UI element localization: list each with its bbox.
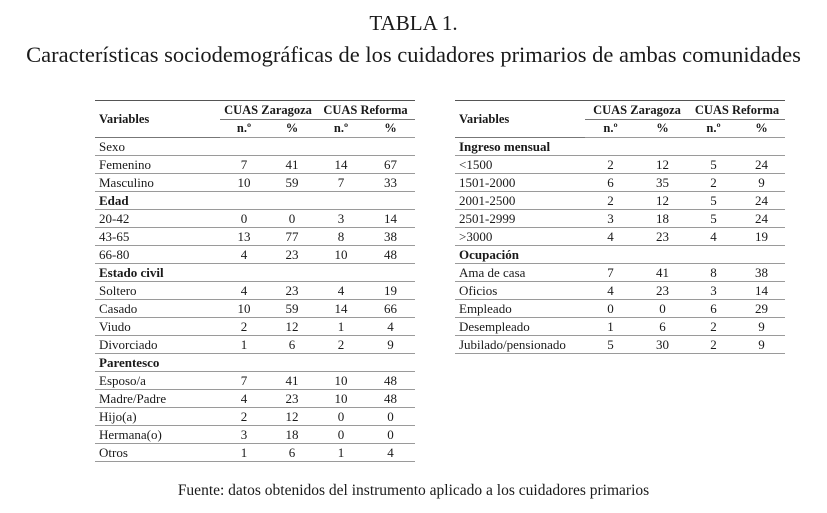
cell-count: 14 xyxy=(316,300,366,318)
cell-percent: 23 xyxy=(268,282,316,300)
cell-percent: 77 xyxy=(268,228,316,246)
table-row xyxy=(95,210,415,228)
section-label: Edad xyxy=(95,192,220,210)
table-row xyxy=(455,174,785,192)
cell-percent: 12 xyxy=(268,318,316,336)
cell-percent: 0 xyxy=(366,426,415,444)
cell-percent: 48 xyxy=(366,390,415,408)
table-row xyxy=(95,444,415,462)
row-label: Hermana(o) xyxy=(95,426,220,444)
header-pct: % xyxy=(636,120,689,138)
cell-percent xyxy=(636,246,689,264)
row-label: Madre/Padre xyxy=(95,390,220,408)
row-label: Viudo xyxy=(95,318,220,336)
cell-percent xyxy=(366,138,415,156)
cell-percent: 48 xyxy=(366,246,415,264)
section-label: Parentesco xyxy=(95,354,220,372)
cell-count: 0 xyxy=(316,426,366,444)
cell-percent: 38 xyxy=(738,264,785,282)
cell-count xyxy=(220,192,268,210)
cell-count: 10 xyxy=(316,246,366,264)
table-row xyxy=(455,336,785,354)
cell-count: 3 xyxy=(585,210,636,228)
header-pct: % xyxy=(738,120,785,138)
header-n: n.º xyxy=(220,120,268,138)
cell-count: 0 xyxy=(220,210,268,228)
table-row xyxy=(455,192,785,210)
table-row xyxy=(455,210,785,228)
row-label: Empleado xyxy=(455,300,585,318)
section-label: Sexo xyxy=(95,138,220,156)
section-label: Ingreso mensual xyxy=(455,138,585,156)
cell-percent: 19 xyxy=(738,228,785,246)
cell-percent: 6 xyxy=(268,444,316,462)
cell-percent: 18 xyxy=(268,426,316,444)
cell-count: 2 xyxy=(220,318,268,336)
cell-count: 3 xyxy=(689,282,738,300)
cell-percent: 23 xyxy=(636,282,689,300)
cell-count: 4 xyxy=(585,228,636,246)
cell-percent: 59 xyxy=(268,174,316,192)
table-row xyxy=(455,228,785,246)
table-left xyxy=(95,100,415,462)
row-label: Ama de casa xyxy=(455,264,585,282)
table-row xyxy=(455,300,785,318)
cell-percent: 48 xyxy=(366,372,415,390)
cell-count: 4 xyxy=(220,246,268,264)
cell-count: 7 xyxy=(316,174,366,192)
cell-percent: 19 xyxy=(366,282,415,300)
cell-count: 3 xyxy=(316,210,366,228)
cell-count xyxy=(585,138,636,156)
header-reforma: CUAS Reforma xyxy=(316,101,415,120)
section-row xyxy=(95,138,415,156)
header-variables: Variables xyxy=(455,101,585,138)
cell-percent: 24 xyxy=(738,192,785,210)
cell-percent: 0 xyxy=(636,300,689,318)
row-label: Femenino xyxy=(95,156,220,174)
table-subtitle: Características sociodemográficas de los cuidadores primarios de ambas comunidades xyxy=(26,42,801,67)
cell-count: 4 xyxy=(220,282,268,300)
cell-count: 1 xyxy=(316,318,366,336)
cell-count: 8 xyxy=(689,264,738,282)
cell-count: 4 xyxy=(585,282,636,300)
table-row xyxy=(455,156,785,174)
table-title: TABLA 1. xyxy=(369,11,458,35)
cell-count: 10 xyxy=(220,174,268,192)
header-n: n.º xyxy=(316,120,366,138)
cell-count: 7 xyxy=(220,156,268,174)
cell-count: 2 xyxy=(689,318,738,336)
row-label: Otros xyxy=(95,444,220,462)
cell-percent xyxy=(738,138,785,156)
section-label: Estado civil xyxy=(95,264,220,282)
section-row xyxy=(95,192,415,210)
cell-percent: 9 xyxy=(738,336,785,354)
table-row xyxy=(95,336,415,354)
header-pct: % xyxy=(366,120,415,138)
cell-count xyxy=(316,192,366,210)
table-row xyxy=(95,300,415,318)
cell-percent xyxy=(366,192,415,210)
cell-percent: 23 xyxy=(268,246,316,264)
cell-percent: 67 xyxy=(366,156,415,174)
cell-percent: 41 xyxy=(268,372,316,390)
row-label: Esposo/a xyxy=(95,372,220,390)
cell-count: 2 xyxy=(585,192,636,210)
cell-count: 2 xyxy=(585,156,636,174)
table-row xyxy=(95,246,415,264)
cell-count xyxy=(220,264,268,282)
cell-count: 4 xyxy=(316,282,366,300)
cell-count: 10 xyxy=(316,390,366,408)
table-row xyxy=(95,228,415,246)
row-label: 2001-2500 xyxy=(455,192,585,210)
cell-count: 7 xyxy=(220,372,268,390)
cell-percent: 23 xyxy=(636,228,689,246)
cell-percent: 14 xyxy=(738,282,785,300)
table-row xyxy=(95,174,415,192)
row-label: Masculino xyxy=(95,174,220,192)
row-label: 20-42 xyxy=(95,210,220,228)
cell-percent: 23 xyxy=(268,390,316,408)
cell-count: 14 xyxy=(316,156,366,174)
cell-percent: 12 xyxy=(636,192,689,210)
cell-percent xyxy=(268,354,316,372)
row-label: Oficios xyxy=(455,282,585,300)
cell-percent xyxy=(366,354,415,372)
row-label: 2501-2999 xyxy=(455,210,585,228)
cell-count: 7 xyxy=(585,264,636,282)
cell-percent: 30 xyxy=(636,336,689,354)
cell-count xyxy=(220,138,268,156)
cell-percent xyxy=(636,138,689,156)
cell-percent: 66 xyxy=(366,300,415,318)
row-label: Divorciado xyxy=(95,336,220,354)
cell-percent: 29 xyxy=(738,300,785,318)
cell-count: 2 xyxy=(316,336,366,354)
header-reforma: CUAS Reforma xyxy=(689,101,785,120)
cell-count xyxy=(316,264,366,282)
section-row xyxy=(95,354,415,372)
cell-count: 1 xyxy=(585,318,636,336)
cell-count: 10 xyxy=(316,372,366,390)
table-row xyxy=(95,372,415,390)
cell-percent xyxy=(366,264,415,282)
cell-percent: 24 xyxy=(738,156,785,174)
cell-count: 6 xyxy=(689,300,738,318)
cell-percent xyxy=(268,192,316,210)
cell-count: 2 xyxy=(220,408,268,426)
cell-percent: 9 xyxy=(738,174,785,192)
table-right xyxy=(455,100,785,354)
cell-percent: 41 xyxy=(636,264,689,282)
cell-count: 5 xyxy=(689,192,738,210)
cell-count xyxy=(585,246,636,264)
table-row xyxy=(95,390,415,408)
row-label: Jubilado/pensionado xyxy=(455,336,585,354)
row-label: 43-65 xyxy=(95,228,220,246)
cell-count: 0 xyxy=(585,300,636,318)
table-source-note: Fuente: datos obtenidos del instrumento aplicado a los cuidadores primarios xyxy=(177,482,650,499)
row-label: Hijo(a) xyxy=(95,408,220,426)
row-label: Soltero xyxy=(95,282,220,300)
cell-count: 0 xyxy=(316,408,366,426)
cell-percent: 0 xyxy=(366,408,415,426)
cell-percent: 12 xyxy=(268,408,316,426)
cell-count xyxy=(689,138,738,156)
cell-count: 2 xyxy=(689,174,738,192)
table-row xyxy=(455,318,785,336)
table-row xyxy=(455,264,785,282)
row-label: >3000 xyxy=(455,228,585,246)
table-row xyxy=(95,282,415,300)
cell-count xyxy=(220,354,268,372)
row-label: Casado xyxy=(95,300,220,318)
cell-count xyxy=(316,138,366,156)
cell-percent: 9 xyxy=(366,336,415,354)
cell-percent: 12 xyxy=(636,156,689,174)
cell-percent: 18 xyxy=(636,210,689,228)
cell-percent: 6 xyxy=(636,318,689,336)
cell-count: 5 xyxy=(689,156,738,174)
cell-count: 4 xyxy=(689,228,738,246)
table-row xyxy=(95,408,415,426)
header-zaragoza: CUAS Zaragoza xyxy=(585,101,689,120)
cell-count: 1 xyxy=(316,444,366,462)
cell-percent: 59 xyxy=(268,300,316,318)
section-label: Ocupación xyxy=(455,246,585,264)
header-n: n.º xyxy=(585,120,636,138)
row-label: <1500 xyxy=(455,156,585,174)
cell-count: 5 xyxy=(689,210,738,228)
row-label: Desempleado xyxy=(455,318,585,336)
cell-count: 5 xyxy=(585,336,636,354)
cell-count: 13 xyxy=(220,228,268,246)
cell-count: 1 xyxy=(220,444,268,462)
cell-percent: 9 xyxy=(738,318,785,336)
cell-percent xyxy=(268,264,316,282)
row-label: 66-80 xyxy=(95,246,220,264)
cell-percent: 4 xyxy=(366,444,415,462)
cell-percent: 14 xyxy=(366,210,415,228)
cell-percent xyxy=(738,246,785,264)
table-row xyxy=(455,282,785,300)
cell-percent: 41 xyxy=(268,156,316,174)
table-row xyxy=(95,426,415,444)
cell-percent: 24 xyxy=(738,210,785,228)
table-row xyxy=(95,156,415,174)
cell-count xyxy=(316,354,366,372)
cell-percent: 0 xyxy=(268,210,316,228)
header-pct: % xyxy=(268,120,316,138)
cell-count xyxy=(689,246,738,264)
section-row xyxy=(455,138,785,156)
table-row xyxy=(95,318,415,336)
cell-count: 8 xyxy=(316,228,366,246)
cell-percent: 33 xyxy=(366,174,415,192)
row-label: 1501-2000 xyxy=(455,174,585,192)
header-zaragoza: CUAS Zaragoza xyxy=(220,101,316,120)
header-variables: Variables xyxy=(95,101,220,138)
cell-count: 10 xyxy=(220,300,268,318)
cell-count: 1 xyxy=(220,336,268,354)
cell-percent xyxy=(268,138,316,156)
cell-count: 4 xyxy=(220,390,268,408)
cell-count: 3 xyxy=(220,426,268,444)
cell-percent: 4 xyxy=(366,318,415,336)
cell-count: 2 xyxy=(689,336,738,354)
header-n: n.º xyxy=(689,120,738,138)
cell-count: 6 xyxy=(585,174,636,192)
cell-percent: 35 xyxy=(636,174,689,192)
cell-percent: 6 xyxy=(268,336,316,354)
section-row xyxy=(455,246,785,264)
section-row xyxy=(95,264,415,282)
cell-percent: 38 xyxy=(366,228,415,246)
